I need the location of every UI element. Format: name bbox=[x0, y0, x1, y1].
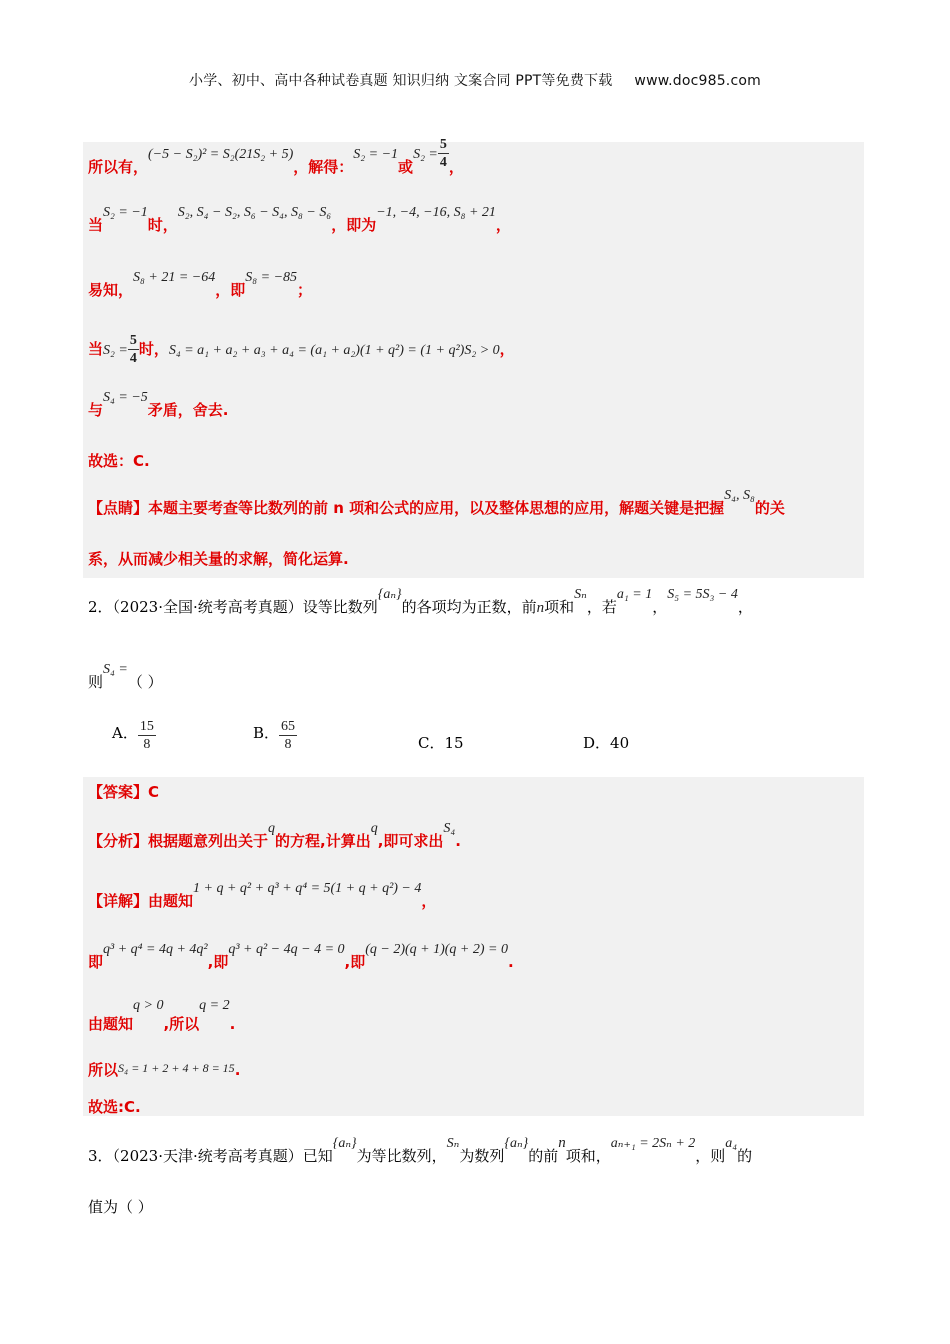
sol2-steps: 即q³ + q⁴ = 4q + 4q²,即q³ + q² − 4q − 4 = 0,即(q − 2)(q + 1)(q + 2) = 0. bbox=[88, 942, 514, 971]
sol1-line3: 易知，S₈ + 21 = −64，即S₈ = −85； bbox=[88, 270, 313, 299]
sol1-comment-line2: 系，从而减少相关量的求解，简化运算. bbox=[88, 550, 349, 568]
question-2-line2: 则S₄ =（ ） bbox=[88, 662, 163, 691]
sol2-sum: 所以S₄ = 1 + 2 + 4 + 8 = 15. bbox=[88, 1061, 241, 1079]
sol2-answer: 【答案】C bbox=[88, 783, 160, 801]
page-header bbox=[0, 70, 950, 90]
question-3-line2: 值为（ ） bbox=[88, 1198, 153, 1216]
header-text: 小学、初中、高中各种试卷真题 知识归纳 文案合同 PPT等免费下载 bbox=[189, 73, 613, 89]
option-a[interactable]: A． $\frac{15}{8}$ bbox=[112, 719, 154, 752]
sol1-comment-line1: 【点睛】本题主要考查等比数列的前 n 项和公式的应用，以及整体思想的应用，解题关键是把握S₄, S₈的关 bbox=[88, 488, 785, 517]
question-3-line1: 3．（2023·天津·统考高考真题）已知{aₙ}为等比数列，Sₙ为数列{aₙ}的前n项和，aₙ₊₁ = 2Sₙ + 2，则a₄的 bbox=[88, 1135, 753, 1165]
option-c[interactable]: C．15 bbox=[418, 734, 464, 752]
question-2-line1: 2．（2023·全国·统考高考真题）设等比数列{aₙ}的各项均为正数，前n项和Sₙ，若a₁ = 1，S₅ = 5S₃ − 4， bbox=[88, 587, 753, 616]
sol2-analysis: 【分析】根据题意列出关于q的方程,计算出q,即可求出S₄. bbox=[88, 821, 461, 850]
sol1-line2: 当S₂ = −1时，S₂, S₄ − S₂, S₆ − S₄, S₈ − S₆，即为−1, −4, −16, S₈ + 21， bbox=[88, 205, 511, 234]
sol2-given: 由题知q > 0,所以q = 2. bbox=[88, 998, 236, 1033]
option-b[interactable]: B． $\frac{65}{8}$ bbox=[253, 719, 296, 752]
sol1-line5: 与S₄ = −5矛盾，舍去. bbox=[88, 390, 229, 419]
header-site: www.doc985.com bbox=[634, 73, 761, 89]
sol1-line6: 故选：C. bbox=[88, 452, 150, 470]
option-d[interactable]: D．40 bbox=[583, 734, 630, 752]
sol2-detail: 【详解】由题知1 + q + q² + q³ + q⁴ = 5(1 + q + q²) − 4， bbox=[88, 881, 437, 910]
sol1-line4: 当S₂ = $\frac{5}{4}$ 时，S₄ = a₁ + a₂ + a₃ + a₄ = (a₁ + a₂)(1 + q²) = (1 + q²)S₂ > 0， bbox=[88, 333, 515, 366]
sol1-line1: 所以有，(−5 − S₂)² = S₂(21S₂ + 5)，解得：S₂ = −1或S₂ = $\frac{5}{4}$ ， bbox=[88, 137, 464, 176]
sol2-pick: 故选:C. bbox=[88, 1098, 141, 1116]
